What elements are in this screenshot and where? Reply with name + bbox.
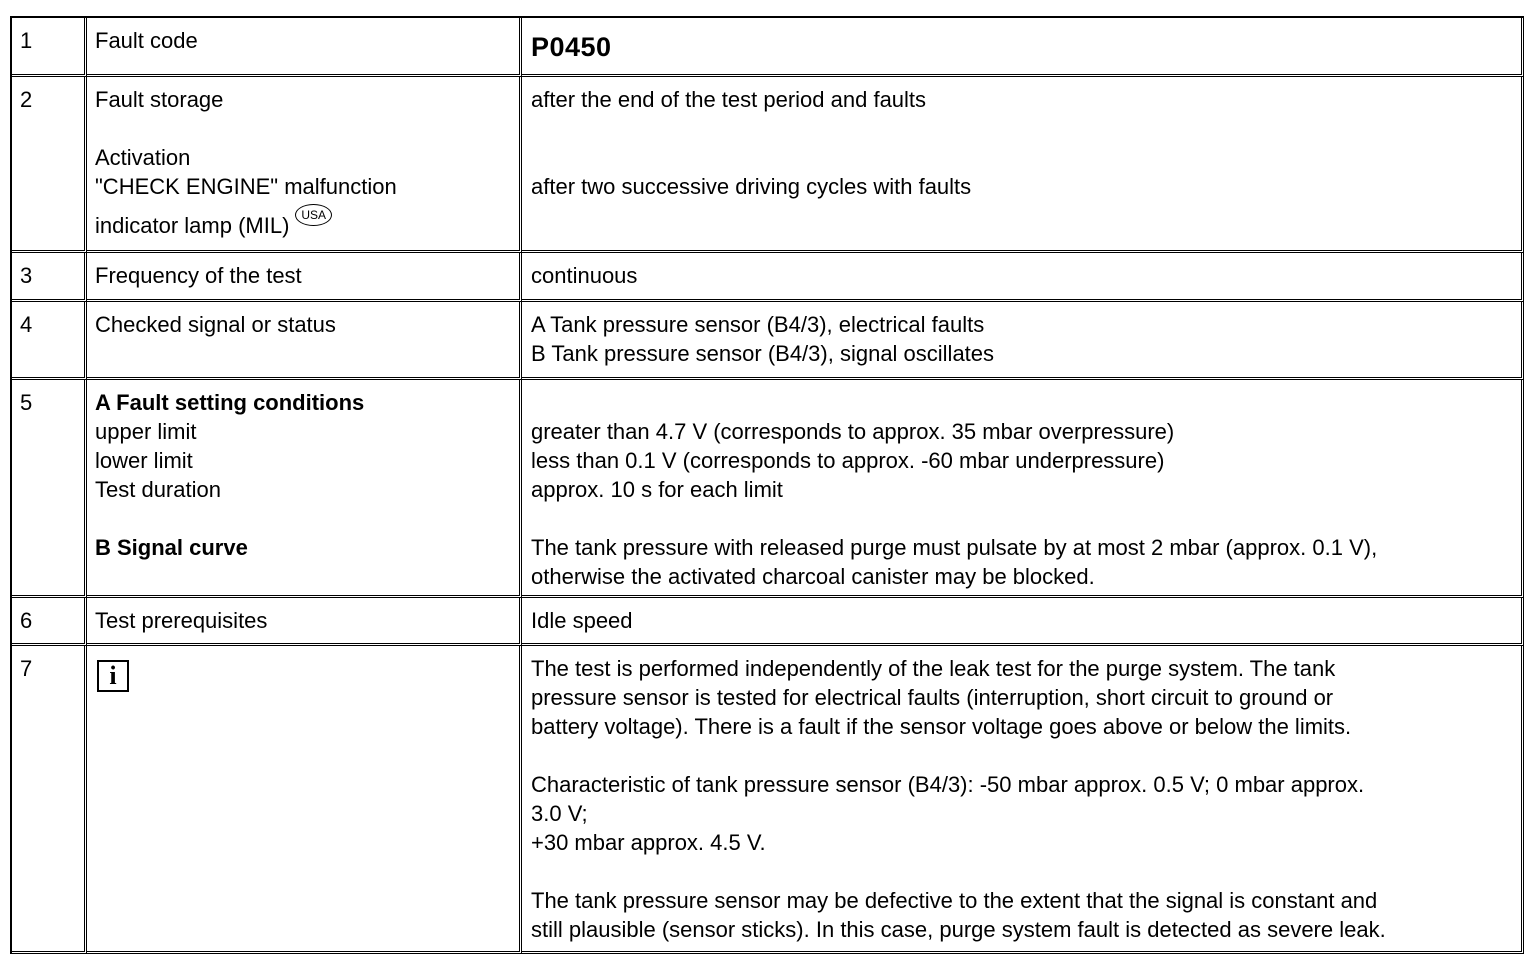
check-engine-label: "CHECK ENGINE" malfunction bbox=[95, 174, 397, 199]
mil-label bbox=[95, 208, 511, 240]
row-value: Idle speed bbox=[522, 598, 1524, 646]
table-row-fault-conditions bbox=[12, 380, 1524, 598]
note-p1-line1: The test is performed independently of the leak test for the purge system. The tank bbox=[531, 656, 1336, 681]
fault-code-value bbox=[522, 18, 1524, 77]
row-value bbox=[522, 646, 1524, 954]
note-p3-line2: still plausible (sensor sticks). In this case, purge system fault is detected as severe leak. bbox=[531, 917, 1386, 942]
row-number: 1 bbox=[12, 18, 87, 77]
activation-value: after two successive driving cycles with faults bbox=[531, 174, 972, 199]
note-p3-line1: The tank pressure sensor may be defective to the extent that the signal is constant and bbox=[531, 888, 1378, 913]
row-number: 6 bbox=[12, 598, 87, 646]
usa-badge: USA bbox=[295, 204, 332, 226]
checked-signal-a: A Tank pressure sensor (B4/3), electrical faults bbox=[531, 312, 985, 337]
note-p1-line3: battery voltage). There is a fault if the sensor voltage goes above or below the limits. bbox=[531, 714, 1352, 739]
row-number: 3 bbox=[12, 253, 87, 302]
row-number: 7 bbox=[12, 646, 87, 954]
row-number: 2 bbox=[12, 77, 87, 253]
test-duration-value: approx. 10 s for each limit bbox=[531, 477, 783, 502]
row-number: 5 bbox=[12, 380, 87, 598]
table-row-prerequisites bbox=[12, 598, 1524, 646]
table-row-fault-code bbox=[12, 18, 1524, 77]
activation-label: Activation bbox=[95, 145, 191, 170]
table-row-checked-signal bbox=[12, 302, 1524, 380]
row-label: Frequency of the test bbox=[87, 253, 522, 302]
table-row-fault-storage bbox=[12, 77, 1524, 253]
row-value bbox=[522, 77, 1524, 253]
row-value bbox=[522, 380, 1524, 598]
fault-code: P0450 bbox=[531, 32, 612, 62]
row-label: Checked signal or status bbox=[87, 302, 522, 380]
row-value: continuous bbox=[522, 253, 1524, 302]
table-row-frequency bbox=[12, 253, 1524, 302]
lower-limit-value: less than 0.1 V (corresponds to approx. -60 mbar underpressure) bbox=[531, 448, 1165, 473]
note-p2-line2: 3.0 V; bbox=[531, 801, 588, 826]
fault-setting-heading: A Fault setting conditions bbox=[95, 390, 365, 415]
test-duration-label: Test duration bbox=[95, 477, 221, 502]
fault-storage-label: Fault storage bbox=[95, 87, 224, 112]
signal-curve-value-line1: The tank pressure with released purge must pulsate by at most 2 mbar (approx. 0.1 V), bbox=[531, 535, 1378, 560]
mil-label-text: indicator lamp (MIL) bbox=[95, 213, 290, 238]
info-icon: i bbox=[97, 660, 129, 692]
row-label: Fault code bbox=[87, 18, 522, 77]
table-row-notes bbox=[12, 646, 1524, 954]
row-label bbox=[87, 77, 522, 253]
row-label: Test prerequisites bbox=[87, 598, 522, 646]
note-p2-line1: Characteristic of tank pressure sensor (B4/3): -50 mbar approx. 0.5 V; 0 mbar approx. bbox=[531, 772, 1365, 797]
row-number: 4 bbox=[12, 302, 87, 380]
signal-curve-heading: B Signal curve bbox=[95, 535, 248, 560]
fault-table bbox=[10, 16, 1524, 954]
fault-storage-value: after the end of the test period and faults bbox=[531, 87, 927, 112]
row-label bbox=[87, 646, 522, 954]
note-p1-line2: pressure sensor is tested for electrical faults (interruption, short circuit to ground or bbox=[531, 685, 1334, 710]
note-p2-line3: +30 mbar approx. 4.5 V. bbox=[531, 830, 766, 855]
checked-signal-b: B Tank pressure sensor (B4/3), signal oscillates bbox=[531, 341, 995, 366]
upper-limit-value: greater than 4.7 V (corresponds to approx. 35 mbar overpressure) bbox=[531, 419, 1175, 444]
fault-code-sheet bbox=[10, 16, 1522, 954]
row-label bbox=[87, 380, 522, 598]
signal-curve-value-line2: otherwise the activated charcoal canister may be blocked. bbox=[531, 564, 1095, 589]
row-value bbox=[522, 302, 1524, 380]
upper-limit-label: upper limit bbox=[95, 419, 197, 444]
lower-limit-label: lower limit bbox=[95, 448, 193, 473]
